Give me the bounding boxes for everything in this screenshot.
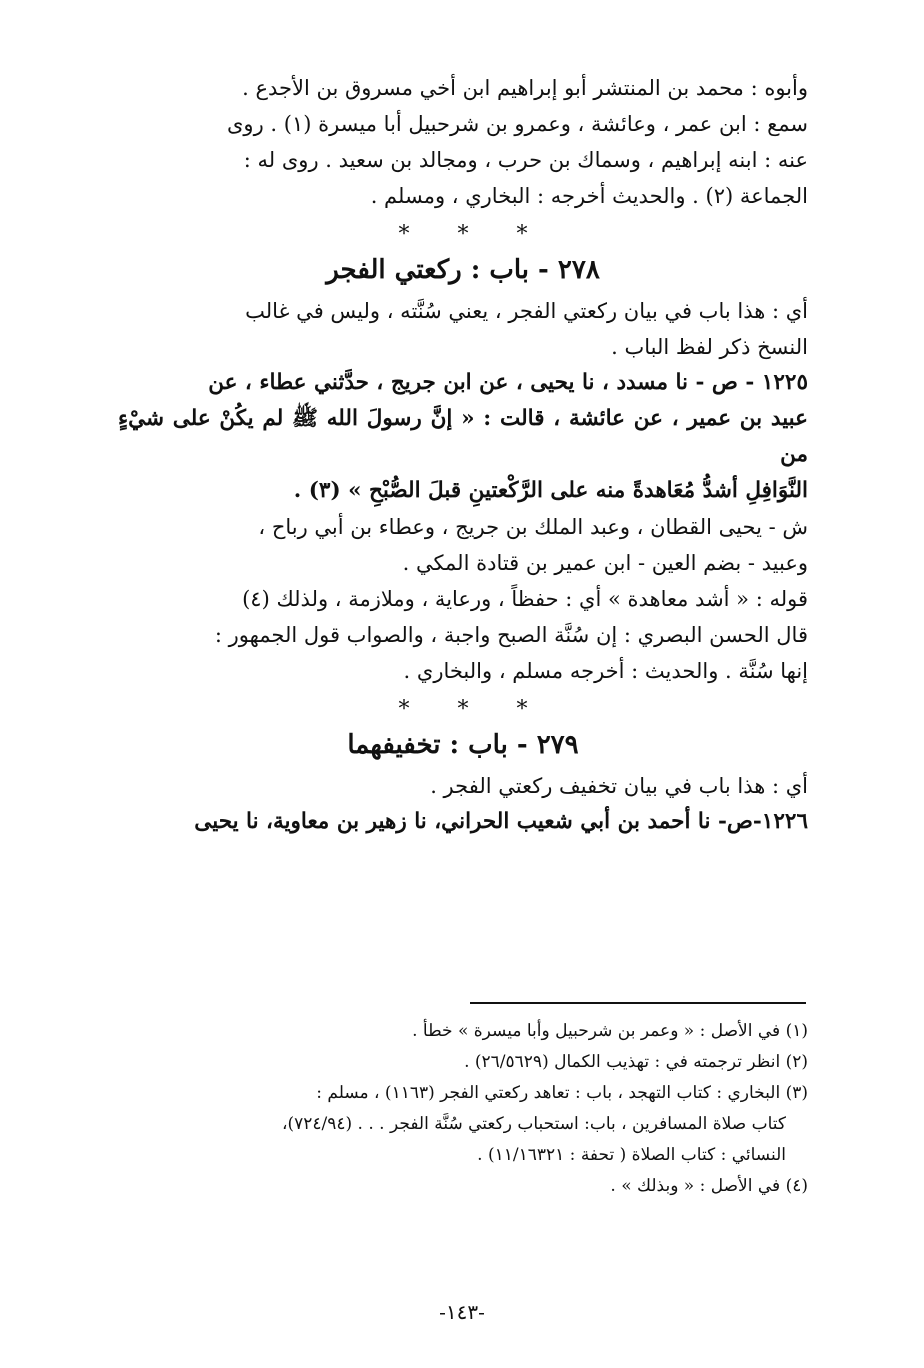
separator-stars-1 — [118, 222, 808, 247]
chapter-279-explanation-1: أي : هذا باب في بيان تخفيف ركعتي الفجر . — [430, 774, 808, 798]
chapter-278-explanation-2: النسخ ذكر لفظ الباب . — [611, 335, 808, 359]
star: * — [398, 222, 410, 247]
footnote-3-line-2: كتاب صلاة المسافرين ، باب: استحباب ركعتي سُنَّة الفجر . . . (٧٢٤/٩٤)، — [281, 1114, 786, 1134]
hadith-1225-line-2: عبيد بن عمير ، عن عائشة ، قالت : « إنَّ رسولَ الله ﷺ لم يكُنْ على شيْءٍ من — [118, 406, 808, 467]
footnote-3-line-1: (٣) البخاري : كتاب التهجد ، باب : تعاهد ركعتي الفجر (١١٦٣) ، مسلم : — [316, 1083, 808, 1103]
intro-line-4: الجماعة (٢) . والحديث أخرجه : البخاري ، ومسلم . — [370, 184, 808, 208]
qawluhu-line-1: قوله : « أشد معاهدة » أي : حفظاً ، ورعاية ، وملازمة ، ولذلك (٤) — [242, 587, 808, 611]
chapter-278-explanation-1: أي : هذا باب في بيان ركعتي الفجر ، يعني سُنَّته ، وليس في غالب — [245, 299, 808, 323]
intro-line-3: عنه : ابنه إبراهيم ، وسماك بن حرب ، ومجالد بن سعيد . روى له : — [243, 148, 808, 172]
main-text — [118, 70, 808, 840]
qawluhu-line-3: إنها سُنَّة . والحديث : أخرجه مسلم ، والبخاري . — [403, 659, 808, 683]
chapter-278-title: ٢٧٨ - باب : ركعتي الفجر — [326, 255, 600, 285]
commentary-line-2: وعبيد - بضم العين - ابن عمير بن قتادة المكي . — [402, 551, 808, 575]
footnote-1: (١) في الأصل : « وعمر بن شرحبيل وأبا ميسرة » خطأ . — [412, 1021, 808, 1041]
chapter-279-title: ٢٧٩ - باب : تخفيفهما — [347, 730, 579, 760]
star: * — [516, 697, 528, 722]
footnote-divider — [470, 1002, 806, 1004]
separator-stars-2 — [118, 697, 808, 722]
star: * — [457, 697, 469, 722]
star: * — [457, 222, 469, 247]
footnote-4: (٤) في الأصل : « وبذلك » . — [610, 1176, 808, 1196]
page-number: -١٤٣- — [439, 1300, 485, 1324]
hadith-1225-line-3: النَّوَافِلِ أشدُّ مُعَاهدةً منه على الرَّكْعتينِ قبلَ الصُّبْحِ » (٣) . — [293, 478, 808, 503]
intro-line-2: سمع : ابن عمر ، وعائشة ، وعمرو بن شرحبيل أبا ميسرة (١) . روى — [226, 112, 808, 136]
star: * — [516, 222, 528, 247]
footnote-2: (٢) انظر ترجمته في : تهذيب الكمال (٢٦/٥٦٢٩) . — [464, 1052, 808, 1072]
hadith-1225-line-1: ١٢٢٥ - ص - نا مسدد ، نا يحيى ، عن ابن جريج ، حدَّثني عطاء ، عن — [208, 370, 808, 395]
footnote-3-line-3: النسائي : كتاب الصلاة ( تحفة : ١١/١٦٣٢١) . — [477, 1145, 786, 1165]
footnotes — [118, 1016, 808, 1202]
star: * — [398, 697, 410, 722]
intro-line-1: وأبوه : محمد بن المنتشر أبو إبراهيم ابن أخي مسروق بن الأجدع . — [242, 76, 808, 100]
qawluhu-line-2: قال الحسن البصري : إن سُنَّة الصبح واجبة ، والصواب قول الجمهور : — [214, 623, 808, 647]
hadith-1226-line-1: ١٢٢٦-ص- نا أحمد بن أبي شعيب الحراني، نا زهير بن معاوية، نا يحيى — [194, 809, 808, 834]
commentary-line-1: ش - يحيى القطان ، وعبد الملك بن جريج ، وعطاء بن أبي رباح ، — [258, 515, 808, 539]
